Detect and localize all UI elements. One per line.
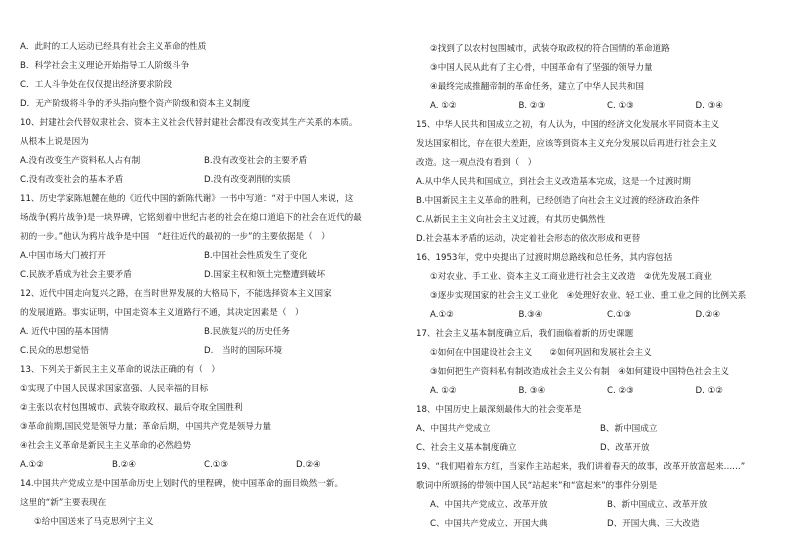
- answer-option: D. 当时的国际环境: [204, 346, 283, 356]
- answer-option: B、新中国成立、改革开放: [607, 500, 708, 510]
- left-column-line: [20, 456, 388, 475]
- right-column-line: ③中国人民从此有了主心骨，中国革命有了坚强的领导力量: [430, 63, 653, 73]
- left-column-line: 这里的“新”主要表现在: [20, 498, 107, 508]
- answer-option: A. ①②: [430, 386, 457, 396]
- answer-option: C、中国共产党成立、开国大典: [430, 519, 548, 529]
- right-column-line: [416, 306, 784, 325]
- right-column-line: 发达国家相比，存在很大差距，应该等到资本主义充分发展以后再进行社会主义: [416, 139, 717, 149]
- left-column-line: ④社会主义革命是新民主主义革命的必然趋势: [20, 441, 191, 451]
- left-column: [20, 38, 388, 532]
- left-column-line: [20, 323, 388, 342]
- answer-option: B、新中国成立: [600, 424, 658, 434]
- right-column-line: B.中国新民主主义革命的胜利，已经创造了向社会主义过渡的经济政治条件: [416, 196, 700, 206]
- answer-option: D、改革开放: [600, 443, 650, 453]
- left-column-line: ①实现了中国人民谋求国家富强、人民幸福的目标: [20, 384, 209, 394]
- right-column-line: 改造。这一观点没有看到（ ）: [416, 158, 537, 168]
- left-column-line: 10、封建社会代替奴隶社会、资本主义社会代替封建社会都没有改变其生产关系的本质。: [20, 118, 358, 128]
- right-column-line: ①如何在中国建设社会主义 ②如何巩固和发展社会主义: [430, 348, 652, 358]
- left-column-line: [20, 152, 388, 171]
- left-column-line: 13、下列关于新民主主义革命的说法正确的有（ ）: [20, 365, 220, 375]
- answer-option: D. ③④: [695, 101, 723, 111]
- right-column-line: [416, 439, 784, 458]
- right-column-line: ①对农业、手工业、资本主义工商业进行社会主义改造 ②优先发展工商业: [430, 272, 712, 282]
- answer-option: A.①②: [20, 460, 44, 470]
- left-column-line: 12、近代中国走向复兴之路，在当时世界发展的大格局下，不能选择资本主义国家: [20, 289, 332, 299]
- right-column-line: ④最终完成推翻帝制的革命任务，建立了中华人民共和国: [430, 82, 644, 92]
- answer-option: A、中国共产党成立、改革开放: [430, 500, 548, 510]
- answer-option: C、社会主义基本制度确立: [416, 443, 517, 453]
- right-column-line: D.社会基本矛盾的运动，决定着社会形态的依次形成和更替: [416, 234, 641, 244]
- right-column-line: 16、1953年，党中央提出了过渡时期总路线和总任务，其内容包括: [416, 253, 673, 263]
- answer-option: C.①③: [607, 310, 632, 320]
- answer-option: B.②④: [112, 460, 137, 470]
- answer-option: D.②④: [695, 310, 721, 320]
- left-column-line: 的发展道路。事实证明，中国走资本主义道路行不通，其决定因素是（ ）: [20, 308, 304, 318]
- answer-option: A. 近代中国的基本国情: [20, 327, 109, 337]
- right-column-line: 18、中国历史上最深刻最伟大的社会变革是: [416, 405, 582, 415]
- right-column-line: ③如何把生产资料私有制改造成社会主义公有制 ④如何建设中国特色社会主义: [430, 367, 730, 377]
- left-column-line: [20, 247, 388, 266]
- left-column-line: [20, 266, 388, 285]
- left-column-line: ③革命前期,国民党是领导力量；革命后期，中国共产党是领导力量: [20, 422, 272, 432]
- right-column-line: [416, 382, 784, 401]
- left-column-line: C．工人斗争处在仅仅提出经济要求阶段: [20, 80, 173, 90]
- answer-option: B.中国社会性质发生了变化: [204, 251, 308, 261]
- right-column: [416, 40, 784, 534]
- left-column-line: 从根本上说是因为: [20, 137, 89, 147]
- left-column-line: ①给中国送来了马克思列宁主义: [34, 517, 154, 527]
- answer-option: B.③④: [518, 310, 543, 320]
- left-column-line: [20, 171, 388, 190]
- answer-option: C. ①③: [607, 101, 634, 111]
- right-column-line: C.从新民主主义向社会主义过渡，有其历史偶然性: [416, 215, 606, 225]
- answer-option: A.没有改变生产资料私人占有制: [20, 156, 141, 166]
- right-column-line: [416, 515, 784, 534]
- answer-option: D.②④: [296, 460, 321, 470]
- answer-option: D、开国大典、三大改造: [607, 519, 700, 529]
- right-column-line: ③逐步实现国家的社会主义工业化 ④处理好农业、轻工业、重工业之间的比例关系: [430, 291, 747, 301]
- answer-option: A、中国共产党成立: [416, 424, 491, 434]
- left-column-line: 初的一步。”他认为鸦片战争是中国 “赶往近代的最初的一步”的主要依据是（ ）: [20, 232, 330, 242]
- right-column-line: [416, 496, 784, 515]
- answer-option: C.没有改变社会的基本矛盾: [20, 175, 124, 185]
- left-column-line: 场战争(鸦片战争)是一块界碑，它铭刻着中世纪古老的社会在熄口道追下的社会在近代的最: [20, 213, 362, 223]
- answer-option: B.没有改变社会的主要矛盾: [204, 156, 308, 166]
- left-column-line: D．无产阶级将斗争的矛头指向整个资产阶级和资本主义制度: [20, 99, 251, 109]
- left-column-line: [20, 342, 388, 361]
- answer-option: D. ①②: [695, 386, 723, 396]
- right-column-line: A.从中华人民共和国成立，到社会主义改造基本完成，这是一个过渡时期: [416, 177, 691, 187]
- answer-option: C.①③: [204, 460, 229, 470]
- left-column-line: 14.中国共产党成立是中国革命历史上划时代的里程碑，使中国革命的面目焕然一新。: [20, 479, 344, 489]
- left-column-line: 11、历史学家陈旭麓在他的《近代中国的新陈代谢》一书中写道：“对于中国人来说，这: [20, 194, 354, 204]
- right-column-line: 19、“我们唱着东方红，当家作主站起来，我们讲着春天的故事，改革开放富起来……”: [416, 462, 746, 472]
- answer-option: B. ②③: [518, 101, 546, 111]
- right-column-line: [416, 97, 784, 116]
- left-column-line: ②主张以农村包围城市、武装夺取政权、最后夺取全国胜利: [20, 403, 243, 413]
- answer-option: C.民众的思想觉悟: [20, 346, 89, 356]
- left-column-line: A．此时的工人运动已经具有社会主义革命的性质: [20, 42, 207, 52]
- answer-option: B. ③④: [518, 386, 546, 396]
- answer-option: A.中国市场大门被打开: [20, 251, 106, 261]
- answer-option: B.民族复兴的历史任务: [204, 327, 290, 337]
- right-column-line: [416, 420, 784, 439]
- right-column-line: 歌词中所颂扬的带领中国人民“站起来”和“富起来”的事件分别是: [416, 481, 658, 491]
- right-column-line: ②找到了以农村包围城市，武装夺取政权的符合国情的革命道路: [430, 44, 670, 54]
- answer-option: C. ②③: [607, 386, 634, 396]
- answer-option: D.没有改变剥削的实质: [204, 175, 291, 185]
- left-column-line: B．科学社会主义理论开始指导工人阶级斗争: [20, 61, 190, 71]
- answer-option: A. ①②: [430, 101, 457, 111]
- answer-option: C.民族矛盾成为社会主要矛盾: [20, 270, 132, 280]
- answer-option: A.①②: [430, 310, 454, 320]
- right-column-line: 17、社会主义基本制度确立后，我们面临着新的历史课题: [416, 329, 634, 339]
- answer-option: D.国家主权和领土完整遭到破坏: [204, 270, 326, 280]
- right-column-line: 15、中华人民共和国成立之初，有人认为，中国的经济文化发展水平同资本主义: [416, 120, 720, 130]
